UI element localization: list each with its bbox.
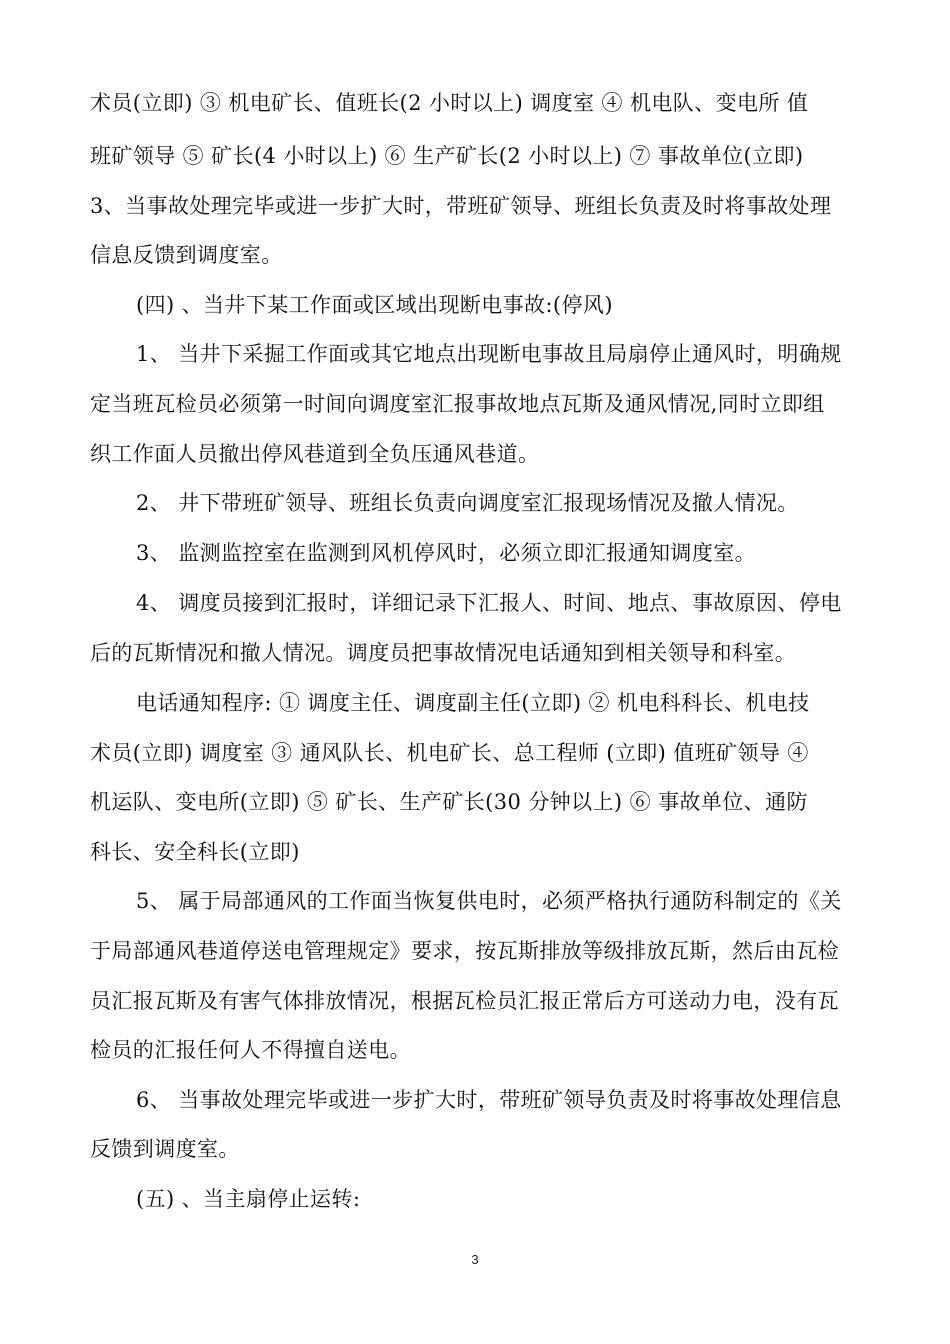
text-line: 员汇报瓦斯及有害气体排放情况，根据瓦检员汇报正常后方可送动力电，没有瓦: [90, 989, 839, 1013]
text-line: 术员(立即) 调度室 ③ 通风队长、机电矿长、总工程师 (立即) 值班矿领导 ④: [90, 741, 809, 765]
text-line: 3、 监测监控室在监测到风机停风时，必须立即汇报通知调度室。: [136, 541, 757, 565]
text-line: 班矿领导 ⑤ 矿长(4 小时以上) ⑥ 生产矿长(2 小时以上) ⑦ 事故单位(立即): [90, 144, 804, 168]
text-line: 1、 当井下采掘工作面或其它地点出现断电事故且局扇停止通风时，明确规: [136, 342, 842, 366]
text-line: 术员(立即) ③ 机电矿长、值班长(2 小时以上) 调度室 ④ 机电队、变电所 值: [90, 91, 809, 115]
text-line: 检员的汇报任何人不得擅自送电。: [90, 1038, 411, 1062]
text-line: 5、 属于局部通风的工作面当恢复供电时，必须严格执行通防科制定的《关: [136, 889, 842, 913]
text-line: 于局部通风巷道停送电管理规定》要求，按瓦斯排放等级排放瓦斯，然后由瓦检: [90, 939, 839, 963]
text-line: 信息反馈到调度室。: [90, 243, 283, 267]
text-line: 4、 调度员接到汇报时，详细记录下汇报人、时间、地点、事故原因、停电: [136, 591, 842, 615]
section-heading: (五) 、当主扇停止运转:: [136, 1187, 361, 1211]
text-line: 6、 当事故处理完毕或进一步扩大时，带班矿领导负责及时将事故处理信息: [136, 1088, 842, 1112]
text-line: 2、 井下带班矿领导、班组长负责向调度室汇报现场情况及撤人情况。: [136, 491, 799, 515]
text-line: 科长、安全科长(立即): [90, 840, 300, 864]
text-line: 织工作面人员撤出停风巷道到全负压通风巷道。: [90, 442, 540, 466]
text-line: 反馈到调度室。: [90, 1137, 240, 1161]
page-number: 3: [471, 1252, 479, 1267]
text-line: 电话通知程序: ① 调度主任、调度副主任(立即) ② 机电科科长、机电技: [136, 691, 810, 715]
section-heading: (四) 、当井下某工作面或区域出现断电事故:(停风): [136, 293, 613, 317]
text-line: 后的瓦斯情况和撤人情况。调度员把事故情况电话通知到相关领导和科室。: [90, 641, 797, 665]
text-line: 定当班瓦检员必须第一时间向调度室汇报事故地点瓦斯及通风情况,同时立即组: [90, 392, 825, 416]
text-line: 3、当事故处理完毕或进一步扩大时，带班矿领导、班组长负责及时将事故处理: [90, 194, 832, 218]
text-line: 机运队、变电所(立即) ⑤ 矿长、生产矿长(30 分钟以上) ⑥ 事故单位、通防: [90, 790, 808, 814]
